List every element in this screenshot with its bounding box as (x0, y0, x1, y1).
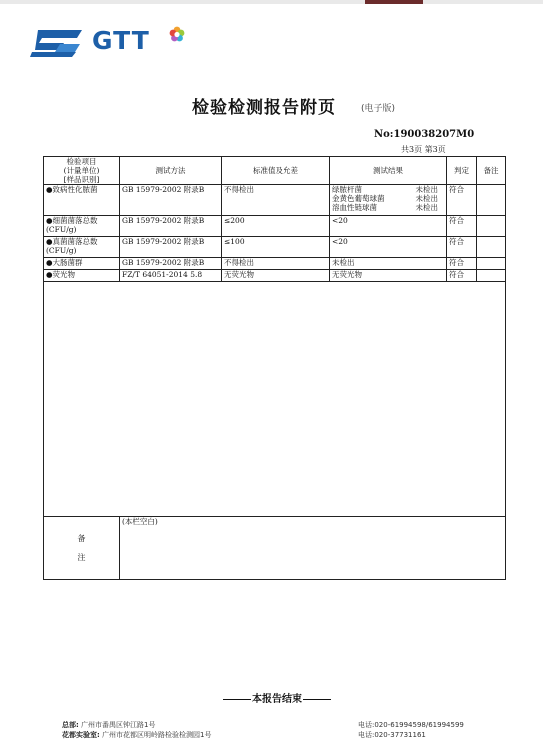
header-item (44, 157, 120, 185)
cell-result: 未检出 (330, 258, 447, 270)
result-name: 溶血性链球菌 (332, 203, 377, 212)
end-dash-left (223, 699, 251, 700)
cell-judgement: 符合 (447, 270, 477, 282)
header-judgement: 判定 (447, 157, 477, 185)
table-row (44, 258, 506, 270)
result-value: 未检出 (415, 203, 438, 212)
result-line (332, 203, 444, 212)
header-item-line3: [样品识别] (63, 175, 100, 184)
cell-standard: 不得检出 (222, 185, 330, 216)
flower-icon (169, 26, 185, 46)
cell-result (330, 185, 447, 216)
top-strip-mark (365, 0, 423, 4)
end-mark-text: 本报告结束 (252, 694, 302, 705)
footer-hq (62, 720, 156, 730)
cell-method: FZ/T 64051-2014 5.8 (120, 270, 222, 282)
cell-item (44, 237, 120, 258)
table-row (44, 270, 506, 282)
cell-method: GB 15979-2002 附录B (120, 258, 222, 270)
cell-judgement: 符合 (447, 258, 477, 270)
notes-label-line2: 注 (77, 553, 86, 562)
gtt-logo (30, 26, 86, 60)
notes-row (44, 517, 506, 580)
cell-item-line2: (CFU/g) (46, 225, 77, 234)
footer-hq-label: 总部: (62, 721, 79, 729)
cell-remarks (477, 237, 506, 258)
cell-result: <20 (330, 237, 447, 258)
gtt-logo-icon (30, 26, 86, 60)
footer-lab (62, 730, 212, 740)
cell-method: GB 15979-2002 附录B (120, 185, 222, 216)
cell-standard: ≤200 (222, 216, 330, 237)
cell-remarks (477, 216, 506, 237)
notes-label-line1: 备 (77, 534, 86, 543)
report-number: No:190038207M0 (374, 129, 475, 140)
footer-phone-hq: 电话:020-61994598/61994599 (358, 721, 464, 729)
notes-label (44, 517, 120, 580)
cell-item: ●致病性化脓菌 (44, 185, 120, 216)
result-value: 未检出 (415, 194, 438, 203)
cell-remarks (477, 270, 506, 282)
header-method: 测试方法 (120, 157, 222, 185)
cell-item: ●荧光物 (44, 270, 120, 282)
footer-phone-lab: 电话:020-37731161 (358, 731, 426, 739)
result-name: 绿脓杆菌 (332, 185, 362, 194)
result-value: 未检出 (415, 185, 438, 194)
report-edition: (电子版) (361, 104, 396, 114)
footer-lab-label: 花都实验室: (62, 731, 100, 739)
table-row (44, 216, 506, 237)
cell-standard: ≤100 (222, 237, 330, 258)
end-of-report (222, 690, 332, 705)
brand-name: GTT (92, 26, 150, 55)
table-blank-area (44, 282, 506, 517)
page-info: 共3页 第3页 (401, 145, 446, 154)
table-header-row (44, 157, 506, 185)
result-line (332, 194, 444, 203)
cell-item-line1: ●细菌菌落总数 (46, 216, 98, 225)
result-line (332, 185, 444, 194)
cell-judgement: 符合 (447, 237, 477, 258)
cell-remarks (477, 258, 506, 270)
result-name: 金黄色葡萄球菌 (332, 194, 385, 203)
cell-method: GB 15979-2002 附录B (120, 237, 222, 258)
cell-item (44, 216, 120, 237)
cell-remarks (477, 185, 506, 216)
cell-judgement: 符合 (447, 216, 477, 237)
header-result: 测试结果 (330, 157, 447, 185)
cell-result: <20 (330, 216, 447, 237)
cell-result: 无荧光物 (330, 270, 447, 282)
results-table (43, 156, 506, 580)
cell-item-line1: ●真菌菌落总数 (46, 237, 98, 246)
report-title: 检验检测报告附页 (192, 98, 336, 118)
cell-judgement: 符合 (447, 185, 477, 216)
cell-item-line2: (CFU/g) (46, 246, 77, 255)
cell-standard: 不得检出 (222, 258, 330, 270)
top-strip (0, 0, 543, 4)
cell-standard: 无荧光物 (222, 270, 330, 282)
header-item-line1: 检验项目 (66, 157, 97, 166)
footer-lab-address: 广州市花都区明岭路检验检测园1号 (102, 731, 212, 739)
notes-content: (本栏空白) (120, 517, 506, 580)
cell-method: GB 15979-2002 附录B (120, 216, 222, 237)
blank-cell (44, 282, 506, 517)
table-row (44, 237, 506, 258)
header-remarks: 备注 (477, 157, 506, 185)
cell-item: ●大肠菌群 (44, 258, 120, 270)
footer-hq-address: 广州市番禺区钟江路1号 (81, 721, 156, 729)
table-row (44, 185, 506, 216)
header-standard: 标准值及允差 (222, 157, 330, 185)
header-item-line2: (计量单位) (63, 166, 100, 175)
end-dash-right (303, 699, 331, 700)
